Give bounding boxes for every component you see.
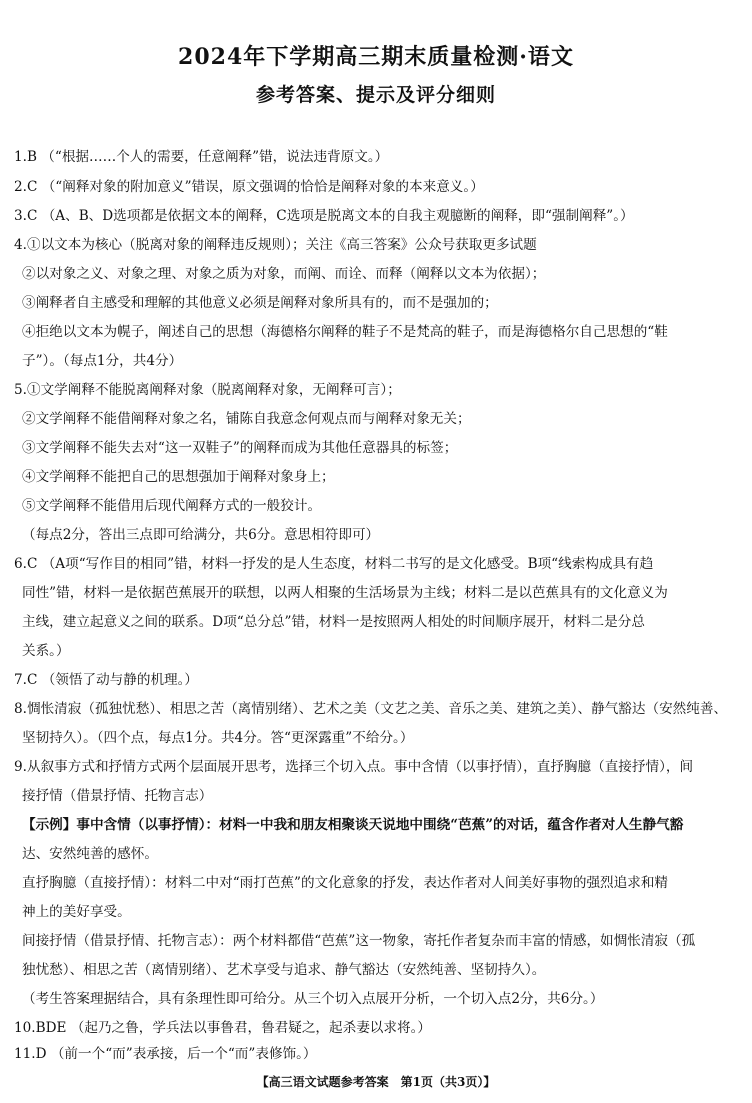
answer-line: 独忧愁）、相思之苦（离情别绪）、艺术享受与追求、静气豁达（安然纯善、坚韧持久）。 — [22, 962, 546, 978]
answer-line: （考生答案理据结合，具有条理性即可给分。从三个切入点展开分析，一个切入点2分，共6分。） — [22, 991, 604, 1007]
answer-line: 接抒情（借景抒情、托物言志） — [22, 788, 213, 804]
answer-line: ③阐释者自主感受和理解的其他意义必须是阐释对象所具有的，而不是强加的； — [22, 295, 498, 311]
answer-line: 坚韧持久）。（四个点，每点1分。共4分。答“更深露重”不给分。） — [22, 730, 414, 746]
answer-line: 直抒胸臆（直接抒情）：材料二中对“雨打芭蕉”的文化意象的抒发，表达作者对人间美好事物的强烈追求和精 — [22, 875, 669, 891]
answer-line: 【示例】事中含情（以事抒情）：材料一中我和朋友相聚谈天说地中围绕“芭蕉”的对话，蕴含作者对人生静气豁 — [22, 817, 684, 833]
answer-line: 9.从叙事方式和抒情方式两个层面展开思考，选择三个切入点。事中含情（以事抒情），直抒胸臆（直接抒情），间 — [14, 759, 694, 775]
answer-line: ③文学阐释不能失去对“这一双鞋子”的阐释而成为其他任意器具的标签； — [22, 440, 458, 456]
answer-line: ②以对象之义、对象之理、对象之质为对象，而阐、而诠、而释（阐释以文本为依据）； — [22, 266, 546, 282]
answer-line: 关系。） — [22, 643, 70, 659]
answer-line: 7.C （领悟了动与静的机理。） — [14, 672, 199, 688]
page-title: 2024年下学期高三期末质量检测·语文 — [178, 44, 574, 70]
answer-line: ④拒绝以文本为幌子，阐述自己的思想（海德格尔阐释的鞋子不是梵高的鞋子，而是海德格尔自己思想的“鞋 — [22, 324, 668, 340]
answer-line: 子”）。（每点1分，共4分） — [22, 353, 183, 369]
answer-line: （每点2分，答出三点即可给满分，共6分。意思相符即可） — [22, 527, 380, 543]
answer-line: 10.BDE （起乃之鲁，学兵法以事鲁君，鲁君疑之，起杀妻以求将。） — [14, 1020, 431, 1036]
answer-line: 3.C （A、B、D选项都是依据文本的阐释，C选项是脱离文本的自我主观臆断的阐释，即“强制阐释”。） — [14, 208, 634, 224]
answer-line: 间接抒情（借景抒情、托物言志）：两个材料都借“芭蕉”这一物象，寄托作者复杂而丰富的情感，如惆怅清寂（孤 — [22, 933, 696, 949]
answer-line: 4.①以文本为核心（脱离对象的阐释违反规则）；关注《高三答案》公众号获取更多试题 — [14, 237, 537, 253]
answer-line: 达、安然纯善的感怀。 — [22, 846, 158, 862]
answer-line: 5.①文学阐释不能脱离阐释对象（脱离阐释对象，无阐释可言）； — [14, 382, 401, 398]
answer-line: ④文学阐释不能把自己的思想强加于阐释对象身上； — [22, 469, 335, 485]
answer-line: 6.C （A项“写作目的相同”错，材料一抒发的是人生态度，材料二书写的是文化感受。B项“线索构成具有趋 — [14, 556, 654, 572]
answer-line: 2.C （“阐释对象的附加意义”错误，原文强调的恰恰是阐释对象的本来意义。） — [14, 179, 484, 195]
answer-line: ②文学阐释不能借阐释对象之名，铺陈自我意念何观点而与阐释对象无关； — [22, 411, 471, 427]
answer-line: 神上的美好享受。 — [22, 904, 131, 920]
page-subtitle: 参考答案、提示及评分细则 — [255, 84, 496, 106]
answer-line: 主线，建立起意义之间的联系。D项“总分总”错，材料一是按照两人相处的时间顺序展开，材料二是分总 — [22, 614, 645, 630]
answer-line: 同性”错，材料一是依据芭蕉展开的联想，以两人相聚的生活场景为主线；材料二是以芭蕉具有的文化意义为 — [22, 585, 668, 601]
answer-line: 1.B （“根据……个人的需要，任意阐释”错，说法违背原文。） — [14, 149, 389, 165]
answer-line: 11.D （前一个“而”表承接，后一个“而”表修饰。） — [14, 1046, 317, 1062]
answer-line: ⑤文学阐释不能借用后现代阐释方式的一般狡计。 — [22, 498, 322, 514]
page-footer: 【高三语文试题参考答案 第1页（共3页）】 — [256, 1075, 496, 1089]
answer-line: 8.惆怅清寂（孤独忧愁）、相思之苦（离情别绪）、艺术之美（文艺之美、音乐之美、建筑之美）、静气豁达（安然纯善、 — [14, 701, 728, 717]
